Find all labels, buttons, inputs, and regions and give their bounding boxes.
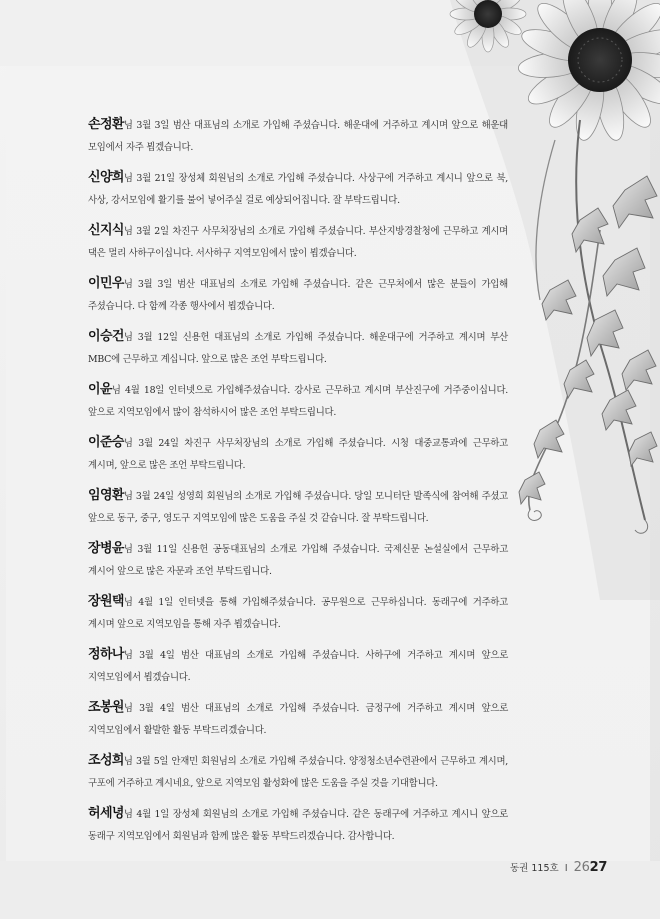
member-description: 님 3월 3일 범산 대표님의 소개로 가입해 주셨습니다. 해운대에 거주하고 계시며 앞으로 해운대 모임에서 자주 뵙겠습니다. [88, 120, 508, 153]
member-description: 님 3월 3일 범산 대표님의 소개로 가입해 주셨습니다. 같은 근무처에서 많은 분들이 가입해 주셨습니다. 다 함께 각종 행사에서 뵙겠습니다. [88, 279, 508, 312]
member-entry [88, 220, 508, 264]
member-description: 님 3월 24일 차진구 사무처장님의 소개로 가입해 주셨습니다. 시청 대중교통과에 근무하고 계시며, 앞으로 많은 조언 부탁드립니다. [88, 438, 508, 471]
member-description: 님 3월 12일 신용헌 대표님의 소개로 가입해 주셨습니다. 해운대구에 거주하고 계시며 부산 MBC에 근무하고 계십니다. 앞으로 많은 조언 부탁드립니다. [88, 332, 508, 365]
member-description: 님 4월 18일 인터넷으로 가입해주셨습니다. 강사로 근무하고 계시며 부산진구에 거주중이십니다. 앞으로 지역모임에서 많이 참석하시어 많은 조언 부탁드립니다. [88, 385, 508, 418]
member-entry [88, 750, 508, 794]
member-description: 님 3월 4일 범산 대표님의 소개로 가입해 주셨습니다. 사하구에 거주하고 계시며 앞으로 지역모임에서 뵙겠습니다. [88, 650, 508, 683]
member-description: 님 3월 2일 차진구 사무처장님의 소개로 가입해 주셨습니다. 부산지방경찰청에 근무하고 계시며 댁은 멀리 사하구이십니다. 서사하구 지역모임에서 많이 뵙겠습니다. [88, 226, 508, 259]
member-name: 이윤 [88, 382, 112, 397]
member-description: 님 4월 1일 인터넷을 통해 가입해주셨습니다. 공무원으로 근무하십니다. 동래구에 거주하고 계시며 앞으로 지역모임을 통해 자주 뵙겠습니다. [88, 597, 508, 630]
member-entry [88, 538, 508, 582]
new-members-list [88, 114, 508, 856]
publication-label: 동권 115호 [510, 863, 559, 874]
member-name: 이민우 [88, 276, 124, 291]
member-entry [88, 485, 508, 529]
member-name: 장병윤 [88, 541, 124, 556]
member-entry [88, 379, 508, 423]
member-name: 신양희 [88, 170, 124, 185]
member-description: 님 4월 1일 장성체 회원님의 소개로 가입해 주셨습니다. 같은 동래구에 거주하고 계시니 앞으로 동래구 지역모임에서 회원님과 함께 많은 활동 부탁드리겠습니다. 감사합니다. [88, 809, 508, 842]
member-name: 허세녕 [88, 806, 124, 821]
member-name: 신지식 [88, 223, 124, 238]
member-name: 장원택 [88, 594, 124, 609]
member-entry [88, 697, 508, 741]
member-description: 님 3월 24일 성영희 회원님의 소개로 가입해 주셨습니다. 당일 모니터단 발족식에 참여해 주셨고 앞으로 동구, 중구, 영도구 지역모임에 많은 도움을 주실 것 같습니다. 잘 부탁드립니다. [88, 491, 508, 524]
member-name: 손정환 [88, 117, 124, 132]
member-description: 님 3월 4일 범산 대표님의 소개로 가입해 주셨습니다. 금정구에 거주하고 계시며 앞으로 지역모임에서 활발한 활동 부탁드리겠습니다. [88, 703, 508, 736]
member-entry [88, 644, 508, 688]
member-name: 정하나 [88, 647, 124, 662]
member-entry [88, 114, 508, 158]
member-name: 이승건 [88, 329, 124, 344]
member-entry [88, 432, 508, 476]
page-number-right: 27 [589, 860, 608, 875]
member-name: 이준승 [88, 435, 124, 450]
member-name: 조성희 [88, 753, 124, 768]
member-entry [88, 273, 508, 317]
page-footer [510, 860, 607, 880]
member-entry [88, 167, 508, 211]
page-number-left: 26 [573, 860, 590, 875]
member-entry [88, 326, 508, 370]
member-description: 님 3월 21일 장성체 회원님의 소개로 가입해 주셨습니다. 사상구에 거주하고 계시니 앞으로 북, 사상, 강서모임에 활기를 불어 넣어주실 걸로 예상되어집니다. 잘 부탁드립니다. [88, 173, 508, 206]
member-description: 님 3월 11일 신용헌 공동대표님의 소개로 가입해 주셨습니다. 국제신문 논설실에서 근무하고 계시어 앞으로 많은 자문과 조언 부탁드립니다. [88, 544, 508, 577]
member-name: 조봉원 [88, 700, 124, 715]
member-name: 임영환 [88, 488, 124, 503]
member-entry [88, 803, 508, 847]
footer-separator: I [564, 863, 568, 874]
member-description: 님 3월 5일 안재민 회원님의 소개로 가입해 주셨습니다. 양정청소년수련관에서 근무하고 계시며, 구포에 거주하고 계시네요, 앞으로 지역모임 활성화에 많은 도움을 주실 것을 기대합니다. [88, 756, 508, 789]
member-entry [88, 591, 508, 635]
